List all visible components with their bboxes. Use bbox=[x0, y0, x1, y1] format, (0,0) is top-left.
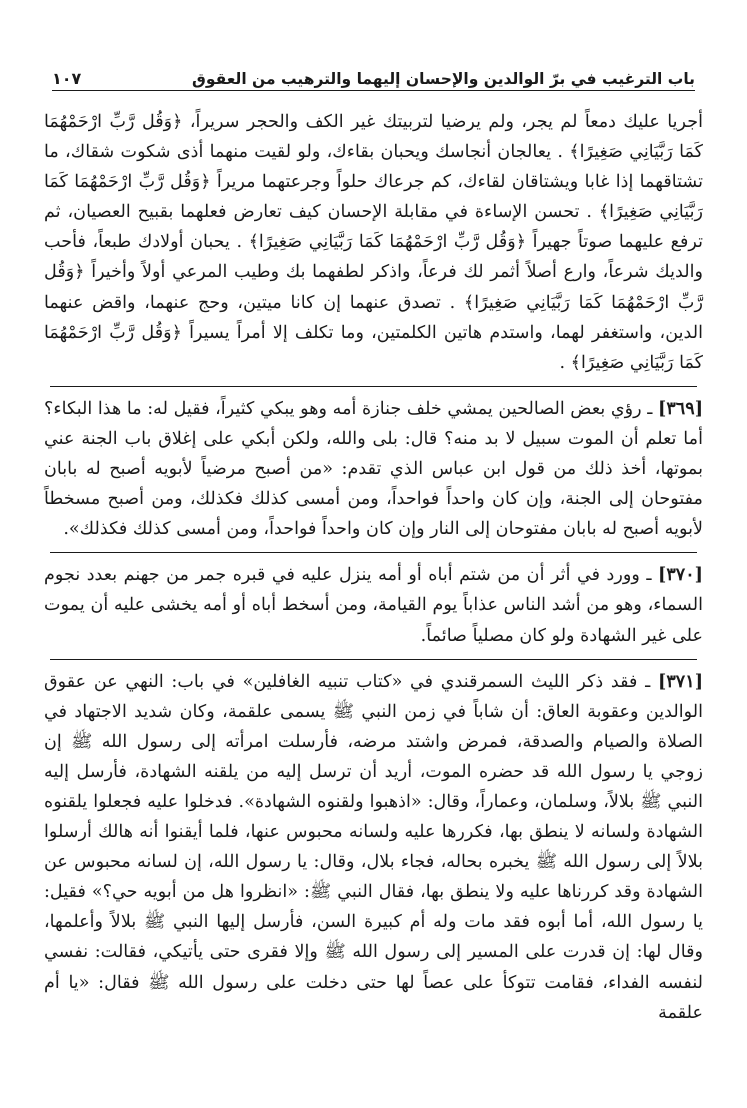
paragraph-369 bbox=[44, 394, 703, 544]
paragraph-continued bbox=[44, 107, 703, 378]
chapter-title: باب الترغيب في برّ الوالدين والإحسان إليهما والترهيب من العقوق bbox=[192, 70, 695, 88]
paragraph-text: أجريا عليك دمعاً لم يجر، ولم يرضيا لتربيتك غير الكف والحجر سريراً، ﴿وَقُل رَّبِّ ارْحَمْهُمَا كَمَا رَبَّيَانِي صَغِيرًا﴾ . يعالجان أنجاسك ويحبان بقاءك، ولو لقيت منهما أذى شكوت شقاك، ما تشتاقهما إذا غابا ويشتاقان لقاءك، كم جرعاك حلواً وجرعتهما مريراً ﴿وَقُل رَّبِّ ارْحَمْهُمَا كَمَا رَبَّيَانِي صَغِيرًا﴾ . تحسن الإساءة في مقابلة الإحسان كيف تعارض فعلهما بقبيح العصيان، ثم ترفع عليهما صوتاً جهيراً ﴿وَقُل رَّبِّ ارْحَمْهُمَا كَمَا رَبَّيَانِي صَغِيرًا﴾ . يحبان أولادك طبعاً، فأحب والديك شرعاً، وارع أصلاً أثمر لك فرعاً، واذكر لطفهما بك وطيب المرعي أولاً وأخيراً ﴿وَقُل رَّبِّ ارْحَمْهُمَا كَمَا رَبَّيَانِي صَغِيرًا﴾ . تصدق عنهما إن كانا ميتين، وحج عنهما، واقض عنهما الدين، واستغفر لهما، واستدم هاتين الكلمتين، وما تكلف إلا أمراً يسيراً ﴿وَقُل رَّبِّ ارْحَمْهُمَا كَمَا رَبَّيَانِي صَغِيرًا﴾ . bbox=[44, 112, 703, 373]
paragraph-371 bbox=[44, 667, 703, 1028]
running-header bbox=[52, 58, 695, 91]
paragraph-370 bbox=[44, 560, 703, 650]
paragraph-text: ـ فقد ذكر الليث السمرقندي في «كتاب تنبيه الغافلين» في باب: النهي عن عقوق الوالدين وعقوبة العاق: أن شاباً في زمن النبي ﷺ يسمى علقمة، وكان شديد الاجتهاد في الصلاة والصيام والصدقة، فمرض واشتد مرضه، فأرسلت امرأته إلى رسول الله ﷺ إن زوجي يا رسول الله قد حضره الموت، أريد أن ترسل إليه من يلقنه الشهادة، فأرسل إليه النبي ﷺ بلالاً، وسلمان، وعماراً، وقال: «اذهبوا ولقنوه الشهادة». فدخلوا عليه فجعلوا يلقنوه الشهادة ولسانه لا ينطق بها، فكررها عليه ولسانه محبوس عنها، فلما أيقنوا أنه هالك أرسلوا بلالاً إلى رسول الله ﷺ يخبره بحاله، فجاء بلال، وقال: يا رسول الله، إن لسانه محبوس عن الشهادة وقد كررناها عليه ولا ينطق بها، فقال النبي ﷺ: «انظروا هل من أبويه حي؟» فقيل: يا رسول الله، أما أبوه فقد مات وله أم كبيرة السن، فأرسل إليها النبي ﷺ بلالاً وأعلمها، وقال لها: إن قدرت على المسير إلى رسول الله ﷺ وإلا فقرى حتى يأتيكي، فقالت: نفسي لنفسه الفداء، فقامت تتوكأ على عصاً لها حتى دخلت على رسول الله ﷺ فقال: «يا أم علقمة bbox=[44, 671, 704, 1023]
paragraph-number: [٣٧١] bbox=[658, 670, 704, 692]
paragraph-text: ـ رؤي بعض الصالحين يمشي خلف جنازة أمه وهو يبكي كثيراً، فقيل له: ما هذا البكاء؟ أما تعلم أن الموت سبيل لا بد منه؟ قال: بلى والله، ولكن أبكي على إغلاق باب الجنة عني بموتها، أخذ ذلك من قول ابن عباس الذي تقدم: «من أصبح مرضياً لأبويه أصبح له بابان مفتوحان إلى الجنة، وإن كان واحداً فواحداً، ومن أمسى كذلك فكذلك، ومن أصبح مسخطاً لأبويه أصبح له بابان مفتوحان إلى النار وإن كان واحداً فواحداً، ومن أمسى كذلك فكذلك». bbox=[44, 398, 703, 540]
body-text bbox=[44, 107, 703, 1028]
page-number: ١٠٧ bbox=[52, 69, 82, 88]
paragraph-number: [٣٦٩] bbox=[658, 397, 704, 419]
paragraph-separator bbox=[50, 552, 697, 553]
paragraph-separator bbox=[50, 659, 697, 660]
paragraph-text: ـ وورد في أثر أن من شتم أباه أو أمه ينزل عليه في قبره جمر من جهنم بعدد نجوم السماء، وهو من أشد الناس عذاباً يوم القيامة، ومن أسخط أباه أو أمه يخشى عليه أن يموت على غير الشهادة ولو كان مصلياً صائماً. bbox=[44, 565, 703, 646]
paragraph-number: [٣٧٠] bbox=[657, 564, 703, 586]
paragraph-separator bbox=[50, 386, 697, 387]
